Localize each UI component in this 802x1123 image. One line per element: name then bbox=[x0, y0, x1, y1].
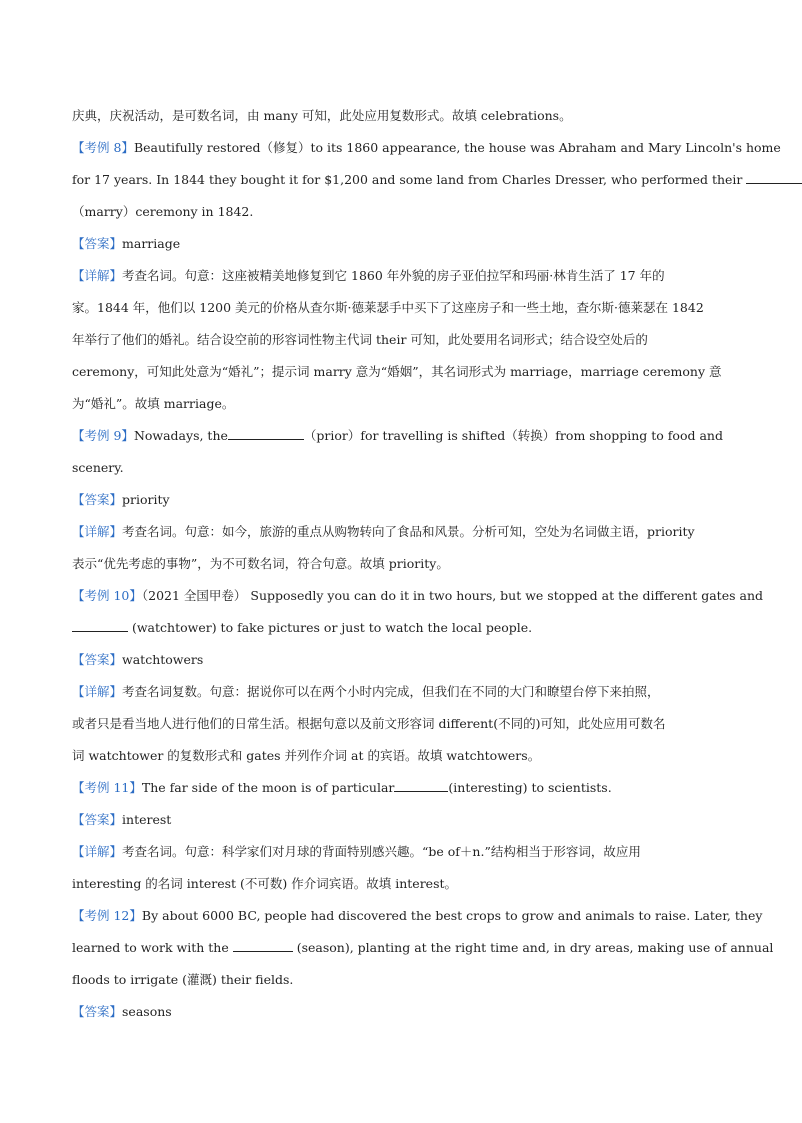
text-line bbox=[72, 356, 724, 388]
text-segment: The far side of the moon is of particular bbox=[141, 780, 395, 795]
answer-blank bbox=[228, 427, 304, 440]
text-segment: （2021 全国甲卷） Supposedly you can do it in two hours, but we stopped at the different gates and bbox=[141, 588, 763, 603]
text-segment: for 17 years. In 1844 they bought it for $1,200 and some land from Charles Dresser, who performed their bbox=[72, 172, 747, 187]
text-segment: 或者只是看当地人进行他们的日常生活。根据句意以及前文形容词 different(不同的)可知，此处应用可数名 bbox=[72, 716, 666, 731]
text-segment: 为“婚礼”。故填 marriage。 bbox=[72, 396, 235, 411]
document-page bbox=[72, 100, 781, 1028]
text-line bbox=[72, 324, 724, 356]
text-segment: 表示“优先考虑的事物”，为不可数名词，符合句意。故填 priority。 bbox=[72, 556, 449, 571]
text-segment: floods to irrigate (灌溉) their fields. bbox=[72, 972, 294, 987]
text-segment: marriage bbox=[122, 236, 181, 251]
text-line bbox=[72, 708, 724, 740]
text-segment: interesting 的名词 interest (不可数) 作介词宾语。故填 interest。 bbox=[72, 876, 458, 891]
text-segment: 考查名词。句意：科学家们对月球的背面特别感兴趣。“be of＋n.”结构相当于形容词，故应用 bbox=[122, 844, 641, 859]
text-line bbox=[72, 420, 724, 452]
text-segment: (season), planting at the right time and, in dry areas, making use of annual bbox=[292, 940, 774, 955]
text-line bbox=[72, 196, 724, 228]
section-tag: 【详解】 bbox=[72, 684, 123, 699]
text-line bbox=[72, 836, 724, 868]
section-tag: 【详解】 bbox=[72, 524, 123, 539]
text-line bbox=[72, 964, 724, 996]
text-segment: (interesting) to scientists. bbox=[448, 780, 612, 795]
section-tag: 【考例 12】 bbox=[72, 908, 142, 923]
text-line bbox=[72, 484, 724, 516]
text-segment: （prior）for travelling is shifted（转换）from shopping to food and bbox=[303, 428, 723, 443]
text-line bbox=[72, 388, 724, 420]
text-segment: seasons bbox=[122, 1004, 172, 1019]
text-line bbox=[72, 260, 724, 292]
text-segment: 考查名词复数。句意：据说你可以在两个小时内完成，但我们在不同的大门和瞭望台停下来拍照， bbox=[122, 684, 660, 699]
section-tag: 【考例 9】 bbox=[72, 428, 134, 443]
text-segment: 考查名词。句意：如今，旅游的重点从购物转向了食品和风景。分析可知，空处为名词做主语，priority bbox=[122, 524, 695, 539]
text-line bbox=[72, 932, 774, 964]
section-tag: 【详解】 bbox=[72, 268, 123, 283]
text-segment: interest bbox=[122, 812, 172, 827]
text-line bbox=[72, 132, 781, 164]
section-tag: 【考例 11】 bbox=[72, 780, 142, 795]
text-segment: Nowadays, the bbox=[133, 428, 228, 443]
text-line bbox=[72, 516, 724, 548]
text-line bbox=[72, 804, 724, 836]
text-segment: By about 6000 BC, people had discovered the best crops to grow and animals to raise. Later, they bbox=[141, 908, 763, 923]
answer-blank bbox=[394, 779, 448, 792]
text-segment: (watchtower) to fake pictures or just to watch the local people. bbox=[128, 620, 533, 635]
text-line bbox=[72, 292, 724, 324]
text-segment: Beautifully restored（修复）to its 1860 appearance, the house was Abraham and Mary Lincoln's home bbox=[133, 140, 781, 155]
text-line bbox=[72, 164, 747, 196]
answer-blank bbox=[746, 171, 802, 184]
text-line bbox=[72, 100, 724, 132]
text-segment: watchtowers bbox=[122, 652, 204, 667]
text-segment: scenery. bbox=[72, 460, 124, 475]
text-line bbox=[72, 548, 724, 580]
answer-blank bbox=[233, 939, 293, 952]
text-segment: 家。1844 年，他们以 1200 美元的价格从查尔斯·德莱瑟手中买下了这座房子和一些土地，查尔斯·德莱瑟在 1842 bbox=[72, 300, 704, 315]
section-tag: 【考例 10】 bbox=[72, 588, 142, 603]
text-segment: 考查名词。句意：这座被精美地修复到它 1860 年外貌的房子亚伯拉罕和玛丽·林肯生活了 17 年的 bbox=[122, 268, 665, 283]
text-line bbox=[72, 612, 724, 644]
section-tag: 【答案】 bbox=[72, 812, 123, 827]
text-segment: 庆典，庆祝活动，是可数名词，由 many 可知，此处应用复数形式。故填 celebrations。 bbox=[72, 108, 572, 123]
text-line bbox=[72, 868, 724, 900]
text-line bbox=[72, 676, 724, 708]
text-segment: priority bbox=[122, 492, 170, 507]
text-line bbox=[72, 644, 724, 676]
text-line bbox=[72, 580, 763, 612]
section-tag: 【详解】 bbox=[72, 844, 123, 859]
text-line bbox=[72, 452, 724, 484]
section-tag: 【答案】 bbox=[72, 652, 123, 667]
text-segment: 词 watchtower 的复数形式和 gates 并列作介词 at 的宾语。故填 watchtowers。 bbox=[72, 748, 541, 763]
text-segment: （marry）ceremony in 1842. bbox=[72, 204, 254, 219]
text-line bbox=[72, 900, 763, 932]
section-tag: 【答案】 bbox=[72, 492, 123, 507]
text-line bbox=[72, 996, 724, 1028]
text-segment: 年举行了他们的婚礼。结合设空前的形容词性物主代词 their 可知，此处要用名词形式；结合设空处后的 bbox=[72, 332, 648, 347]
text-segment: learned to work with the bbox=[72, 940, 233, 955]
section-tag: 【答案】 bbox=[72, 236, 123, 251]
section-tag: 【答案】 bbox=[72, 1004, 123, 1019]
text-line bbox=[72, 772, 724, 804]
text-line bbox=[72, 740, 724, 772]
section-tag: 【考例 8】 bbox=[72, 140, 134, 155]
text-line bbox=[72, 228, 724, 260]
text-segment: ceremony，可知此处意为“婚礼”；提示词 marry 意为“婚姻”，其名词形式为 marriage，marriage ceremony 意 bbox=[72, 364, 722, 379]
answer-blank bbox=[72, 619, 128, 632]
